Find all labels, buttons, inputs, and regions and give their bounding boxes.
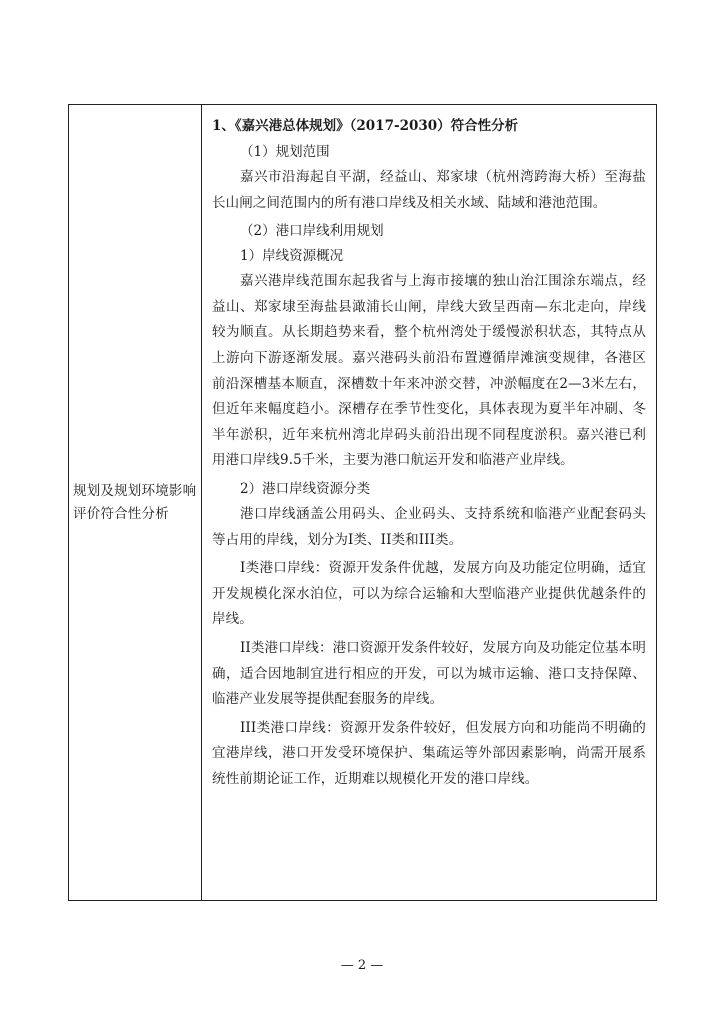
sub-subsection-title-1: 1）岸线资源概况 [240,248,344,265]
paragraph-class-2: II类港口岸线：港口资源开发条件较好，发展方向及功能定位基本明确，适合因地制宜进行相应的开发，可以为城市运输、港口支持保障、临港产业发展等提供配套服务的岸线。 [212,639,646,708]
left-label-cell [69,105,202,900]
paragraph-classification: 港口岸线涵盖公用码头、企业码头、支持系统和临港产业配套码头等占用的岸线，划分为I类、II类和III类。 [212,505,646,548]
right-content-cell [202,105,656,900]
paragraph-overview: 嘉兴港岸线范围东起我省与上海市接壤的独山治江围涂东端点，经益山、郑家埭至海盐县澉浦长山闸，岸线大致呈西南—东北走向，岸线较为顺直。从长期趋势来看，整个杭州湾处于缓慢淤积状态，其特点从上游向下游逐渐发展。嘉兴港码头前沿布置遵循岸滩演变规律，各港区前沿深槽基本顺直，深槽数十年来冲淤交替，冲淤幅度在2—3米左右，但近年来幅度趋小。深槽存在季节性变化，具体表现为夏半年冲刷、冬半年淤积，近年来杭州湾北岸码头前沿出现不同程度淤积。嘉兴港已利用港口岸线9.5千米，主要为港口航运开发和临港产业岸线。 [212,273,646,469]
paragraph-class-1: I类港口岸线：资源开发条件优越，发展方向及功能定位明确，适宜开发规模化深水泊位，可以为综合运输和大型临港产业提供优越条件的岸线。 [212,560,646,628]
sub-subsection-title-2: 2）港口岸线资源分类 [240,480,371,497]
paragraph-class-3: III类港口岸线：资源开发条件较好，但发展方向和功能尚不明确的宜港岸线，港口开发受环境保护、集疏运等外部因素影响，尚需开展系统性前期论证工作，近期难以规模化开发的港口岸线。 [212,719,646,787]
subsection-title-2: （2）港口岸线利用规划 [240,223,384,240]
section-heading: 1、《嘉兴港总体规划》（2017-2030）符合性分析 [212,118,519,134]
paragraph-scope: 嘉兴市沿海起自平湖，经益山、郑家埭（杭州湾跨海大桥）至海盐长山闸之间范围内的所有港口岸线及相关水域、陆域和港池范围。 [212,169,646,211]
page-number: — 2 — [340,958,384,973]
subsection-title-1: （1）规划范围 [240,144,330,160]
content-table [68,104,657,901]
row-label: 规划及规划环境影响评价符合性分析 [73,482,197,522]
